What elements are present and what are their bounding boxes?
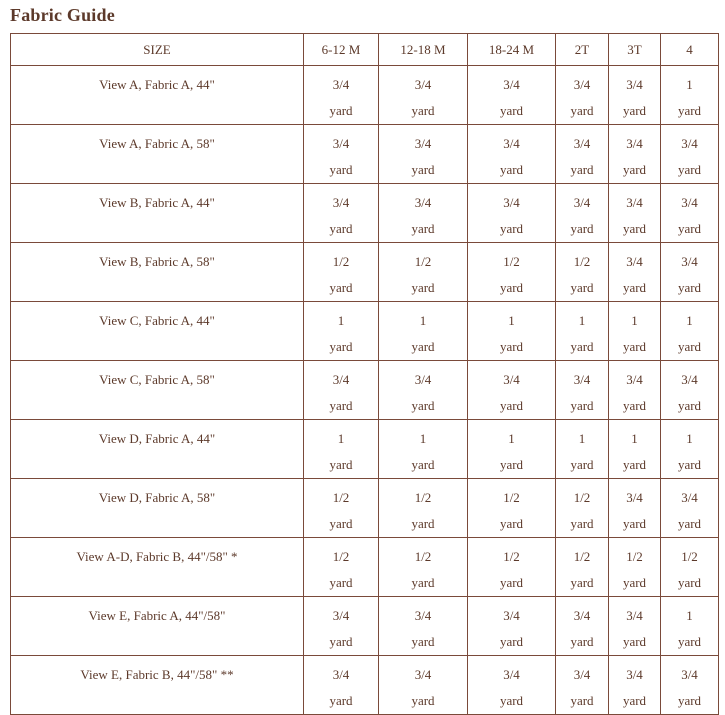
- fabric-amount-cell: [609, 302, 661, 361]
- column-header-6-12-m: 6-12 M: [304, 34, 379, 66]
- amount-value: 1: [578, 313, 586, 328]
- fabric-amount-cell: [609, 184, 661, 243]
- amount-unit: yard: [329, 103, 353, 118]
- fabric-amount-cell: [661, 361, 719, 420]
- header-row: [11, 34, 719, 66]
- fabric-amount-cell: [304, 125, 379, 184]
- fabric-amount-cell: [468, 361, 556, 420]
- amount-value: 3/4: [332, 608, 350, 623]
- fabric-amount-cell: [468, 66, 556, 125]
- amount-value: 3/4: [414, 136, 432, 151]
- fabric-amount-cell: [609, 538, 661, 597]
- fabric-amount-cell: [609, 243, 661, 302]
- fabric-amount-cell: [304, 184, 379, 243]
- amount-unit: yard: [677, 516, 702, 531]
- row-label: View B, Fabric A, 58": [11, 243, 304, 302]
- amount-value: 3/4: [503, 195, 520, 210]
- amount-value: 3/4: [681, 667, 698, 682]
- fabric-amount-cell: [304, 538, 379, 597]
- amount-value: 3/4: [681, 254, 698, 269]
- amount-value: 3/4: [626, 136, 643, 151]
- amount-value: 3/4: [626, 254, 643, 269]
- amount-unit: yard: [570, 575, 594, 590]
- amount-value: 3/4: [573, 372, 591, 387]
- fabric-amount-cell: [379, 66, 468, 125]
- amount-unit: yard: [499, 693, 524, 708]
- row-label: View D, Fabric A, 58": [11, 479, 304, 538]
- fabric-amount-cell: [468, 125, 556, 184]
- amount-value: 3/4: [681, 136, 698, 151]
- amount-value: 3/4: [573, 136, 591, 151]
- amount-value: 1: [686, 608, 693, 623]
- amount-unit: yard: [329, 457, 353, 472]
- amount-value: 1/2: [503, 490, 520, 505]
- amount-value: 3/4: [332, 195, 350, 210]
- amount-value: 1: [631, 313, 638, 328]
- amount-unit: yard: [411, 162, 435, 177]
- table-row: [11, 597, 719, 656]
- amount-value: 3/4: [626, 490, 643, 505]
- amount-unit: yard: [570, 339, 594, 354]
- amount-unit: yard: [570, 103, 594, 118]
- table-row: [11, 66, 719, 125]
- fabric-amount-cell: [304, 597, 379, 656]
- amount-unit: yard: [411, 516, 435, 531]
- fabric-amount-cell: [379, 597, 468, 656]
- amount-unit: yard: [499, 398, 524, 413]
- amount-unit: yard: [622, 634, 647, 649]
- amount-unit: yard: [622, 693, 647, 708]
- amount-unit: yard: [622, 339, 647, 354]
- amount-value: 1: [337, 313, 345, 328]
- column-header-2t: 2T: [556, 34, 609, 66]
- amount-unit: yard: [499, 516, 524, 531]
- amount-unit: yard: [329, 575, 353, 590]
- amount-unit: yard: [329, 162, 353, 177]
- amount-value: 1/2: [332, 254, 350, 269]
- table-row: [11, 125, 719, 184]
- amount-unit: yard: [411, 457, 435, 472]
- amount-value: 1/2: [573, 254, 591, 269]
- amount-value: 1: [631, 431, 638, 446]
- column-header-12-18-m: 12-18 M: [379, 34, 468, 66]
- fabric-amount-cell: [661, 538, 719, 597]
- amount-unit: yard: [622, 103, 647, 118]
- amount-value: 1/2: [681, 549, 698, 564]
- amount-value: 1: [686, 313, 693, 328]
- fabric-amount-cell: [661, 479, 719, 538]
- amount-value: 1/2: [626, 549, 643, 564]
- amount-unit: yard: [677, 634, 702, 649]
- amount-value: 1/2: [414, 254, 432, 269]
- fabric-amount-cell: [379, 656, 468, 715]
- page-title: Fabric Guide: [10, 5, 115, 25]
- amount-value: 3/4: [414, 195, 432, 210]
- amount-unit: yard: [411, 103, 435, 118]
- amount-value: 3/4: [503, 77, 520, 92]
- amount-unit: yard: [677, 575, 702, 590]
- fabric-amount-cell: [661, 597, 719, 656]
- fabric-amount-cell: [609, 66, 661, 125]
- fabric-amount-cell: [661, 656, 719, 715]
- amount-value: 1: [419, 431, 427, 446]
- amount-value: 1/2: [573, 490, 591, 505]
- amount-unit: yard: [329, 516, 353, 531]
- amount-value: 1/2: [414, 490, 432, 505]
- amount-value: 3/4: [414, 667, 432, 682]
- row-label: View A, Fabric A, 44": [11, 66, 304, 125]
- amount-unit: yard: [499, 221, 524, 236]
- fabric-amount-cell: [304, 656, 379, 715]
- table-header: [11, 34, 719, 66]
- amount-unit: yard: [622, 457, 647, 472]
- fabric-amount-cell: [468, 243, 556, 302]
- amount-value: 3/4: [681, 372, 698, 387]
- amount-unit: yard: [677, 457, 702, 472]
- amount-value: 1: [508, 313, 515, 328]
- amount-unit: yard: [411, 693, 435, 708]
- amount-value: 3/4: [626, 372, 643, 387]
- amount-value: 3/4: [626, 608, 643, 623]
- amount-unit: yard: [570, 693, 594, 708]
- amount-value: 3/4: [332, 667, 350, 682]
- amount-value: 1: [508, 431, 515, 446]
- fabric-amount-cell: [609, 361, 661, 420]
- amount-value: 3/4: [681, 490, 698, 505]
- amount-value: 1/2: [332, 490, 350, 505]
- amount-value: 3/4: [573, 77, 591, 92]
- amount-unit: yard: [677, 339, 702, 354]
- fabric-amount-cell: [468, 656, 556, 715]
- amount-value: 1/2: [503, 254, 520, 269]
- fabric-amount-cell: [556, 243, 609, 302]
- amount-unit: yard: [499, 280, 524, 295]
- fabric-amount-cell: [661, 243, 719, 302]
- amount-value: 1: [419, 313, 427, 328]
- fabric-amount-cell: [556, 420, 609, 479]
- fabric-amount-cell: [661, 302, 719, 361]
- row-label: View B, Fabric A, 44": [11, 184, 304, 243]
- amount-value: 1/2: [332, 549, 350, 564]
- amount-value: 3/4: [414, 608, 432, 623]
- row-label: View A, Fabric A, 58": [11, 125, 304, 184]
- table-body: [11, 66, 719, 715]
- column-header-18-24-m: 18-24 M: [468, 34, 556, 66]
- table-row: [11, 361, 719, 420]
- amount-unit: yard: [677, 693, 702, 708]
- amount-value: 3/4: [626, 195, 643, 210]
- row-label: View E, Fabric A, 44"/58": [11, 597, 304, 656]
- amount-unit: yard: [499, 339, 524, 354]
- amount-value: 3/4: [503, 372, 520, 387]
- amount-unit: yard: [622, 280, 647, 295]
- fabric-amount-cell: [304, 479, 379, 538]
- amount-unit: yard: [570, 162, 594, 177]
- fabric-amount-cell: [609, 420, 661, 479]
- fabric-amount-cell: [304, 361, 379, 420]
- fabric-amount-cell: [379, 538, 468, 597]
- amount-unit: yard: [677, 162, 702, 177]
- amount-unit: yard: [677, 280, 702, 295]
- amount-value: 3/4: [414, 77, 432, 92]
- fabric-amount-cell: [468, 538, 556, 597]
- fabric-amount-cell: [661, 420, 719, 479]
- amount-value: 3/4: [681, 195, 698, 210]
- amount-value: 1: [337, 431, 345, 446]
- fabric-amount-cell: [304, 66, 379, 125]
- amount-unit: yard: [411, 280, 435, 295]
- column-header-size: SIZE: [11, 34, 304, 66]
- amount-unit: yard: [499, 634, 524, 649]
- fabric-amount-cell: [304, 243, 379, 302]
- fabric-amount-cell: [609, 656, 661, 715]
- fabric-amount-cell: [556, 597, 609, 656]
- amount-value: 1: [686, 77, 693, 92]
- fabric-amount-cell: [379, 125, 468, 184]
- amount-value: 3/4: [332, 372, 350, 387]
- fabric-amount-cell: [468, 597, 556, 656]
- amount-unit: yard: [499, 457, 524, 472]
- fabric-amount-cell: [379, 243, 468, 302]
- amount-unit: yard: [622, 162, 647, 177]
- table-row: [11, 420, 719, 479]
- amount-unit: yard: [570, 516, 594, 531]
- amount-unit: yard: [411, 398, 435, 413]
- table-row: [11, 538, 719, 597]
- amount-value: 3/4: [503, 136, 520, 151]
- amount-value: 3/4: [573, 195, 591, 210]
- amount-unit: yard: [570, 221, 594, 236]
- fabric-amount-cell: [609, 597, 661, 656]
- row-label: View D, Fabric A, 44": [11, 420, 304, 479]
- fabric-amount-cell: [556, 656, 609, 715]
- amount-value: 3/4: [332, 77, 350, 92]
- fabric-amount-cell: [556, 125, 609, 184]
- fabric-amount-cell: [609, 479, 661, 538]
- fabric-amount-cell: [556, 538, 609, 597]
- amount-value: 3/4: [414, 372, 432, 387]
- fabric-amount-cell: [661, 66, 719, 125]
- amount-value: 3/4: [573, 608, 591, 623]
- amount-value: 1/2: [414, 549, 432, 564]
- amount-unit: yard: [677, 221, 702, 236]
- amount-value: 1: [686, 431, 693, 446]
- table-row: [11, 479, 719, 538]
- amount-unit: yard: [411, 575, 435, 590]
- amount-unit: yard: [411, 634, 435, 649]
- fabric-amount-cell: [379, 184, 468, 243]
- row-label: View E, Fabric B, 44"/58" **: [11, 656, 304, 715]
- amount-value: 1: [578, 431, 586, 446]
- row-label: View C, Fabric A, 58": [11, 361, 304, 420]
- amount-unit: yard: [499, 575, 524, 590]
- fabric-amount-cell: [379, 361, 468, 420]
- fabric-amount-cell: [556, 66, 609, 125]
- fabric-amount-cell: [609, 125, 661, 184]
- fabric-amount-cell: [556, 302, 609, 361]
- table-row: [11, 656, 719, 715]
- amount-unit: yard: [677, 103, 702, 118]
- fabric-amount-cell: [379, 479, 468, 538]
- amount-unit: yard: [499, 103, 524, 118]
- column-header-3t: 3T: [609, 34, 661, 66]
- column-header-4: 4: [661, 34, 719, 66]
- fabric-amount-cell: [468, 479, 556, 538]
- amount-unit: yard: [329, 693, 353, 708]
- amount-unit: yard: [570, 634, 594, 649]
- fabric-amount-cell: [379, 420, 468, 479]
- amount-unit: yard: [329, 339, 353, 354]
- amount-value: 3/4: [573, 667, 591, 682]
- amount-unit: yard: [499, 162, 524, 177]
- fabric-amount-cell: [661, 184, 719, 243]
- fabric-amount-cell: [304, 420, 379, 479]
- amount-unit: yard: [411, 339, 435, 354]
- fabric-guide-table: [10, 33, 719, 715]
- amount-value: 3/4: [626, 77, 643, 92]
- amount-unit: yard: [329, 398, 353, 413]
- table-row: [11, 243, 719, 302]
- amount-unit: yard: [622, 221, 647, 236]
- amount-value: 3/4: [332, 136, 350, 151]
- amount-unit: yard: [329, 221, 353, 236]
- table-row: [11, 302, 719, 361]
- fabric-amount-cell: [661, 125, 719, 184]
- amount-unit: yard: [622, 575, 647, 590]
- row-label: View A-D, Fabric B, 44"/58" *: [11, 538, 304, 597]
- fabric-amount-cell: [468, 302, 556, 361]
- amount-unit: yard: [622, 516, 647, 531]
- amount-unit: yard: [329, 280, 353, 295]
- fabric-amount-cell: [556, 479, 609, 538]
- amount-value: 3/4: [503, 608, 520, 623]
- amount-unit: yard: [411, 221, 435, 236]
- fabric-amount-cell: [468, 184, 556, 243]
- amount-value: 3/4: [503, 667, 520, 682]
- fabric-amount-cell: [556, 184, 609, 243]
- amount-unit: yard: [570, 280, 594, 295]
- fabric-amount-cell: [304, 302, 379, 361]
- amount-unit: yard: [622, 398, 647, 413]
- row-label: View C, Fabric A, 44": [11, 302, 304, 361]
- amount-unit: yard: [329, 634, 353, 649]
- amount-value: 3/4: [626, 667, 643, 682]
- amount-value: 1/2: [503, 549, 520, 564]
- amount-value: 1/2: [573, 549, 591, 564]
- table-row: [11, 184, 719, 243]
- amount-unit: yard: [677, 398, 702, 413]
- fabric-amount-cell: [379, 302, 468, 361]
- amount-unit: yard: [570, 457, 594, 472]
- fabric-amount-cell: [468, 420, 556, 479]
- amount-unit: yard: [570, 398, 594, 413]
- fabric-amount-cell: [556, 361, 609, 420]
